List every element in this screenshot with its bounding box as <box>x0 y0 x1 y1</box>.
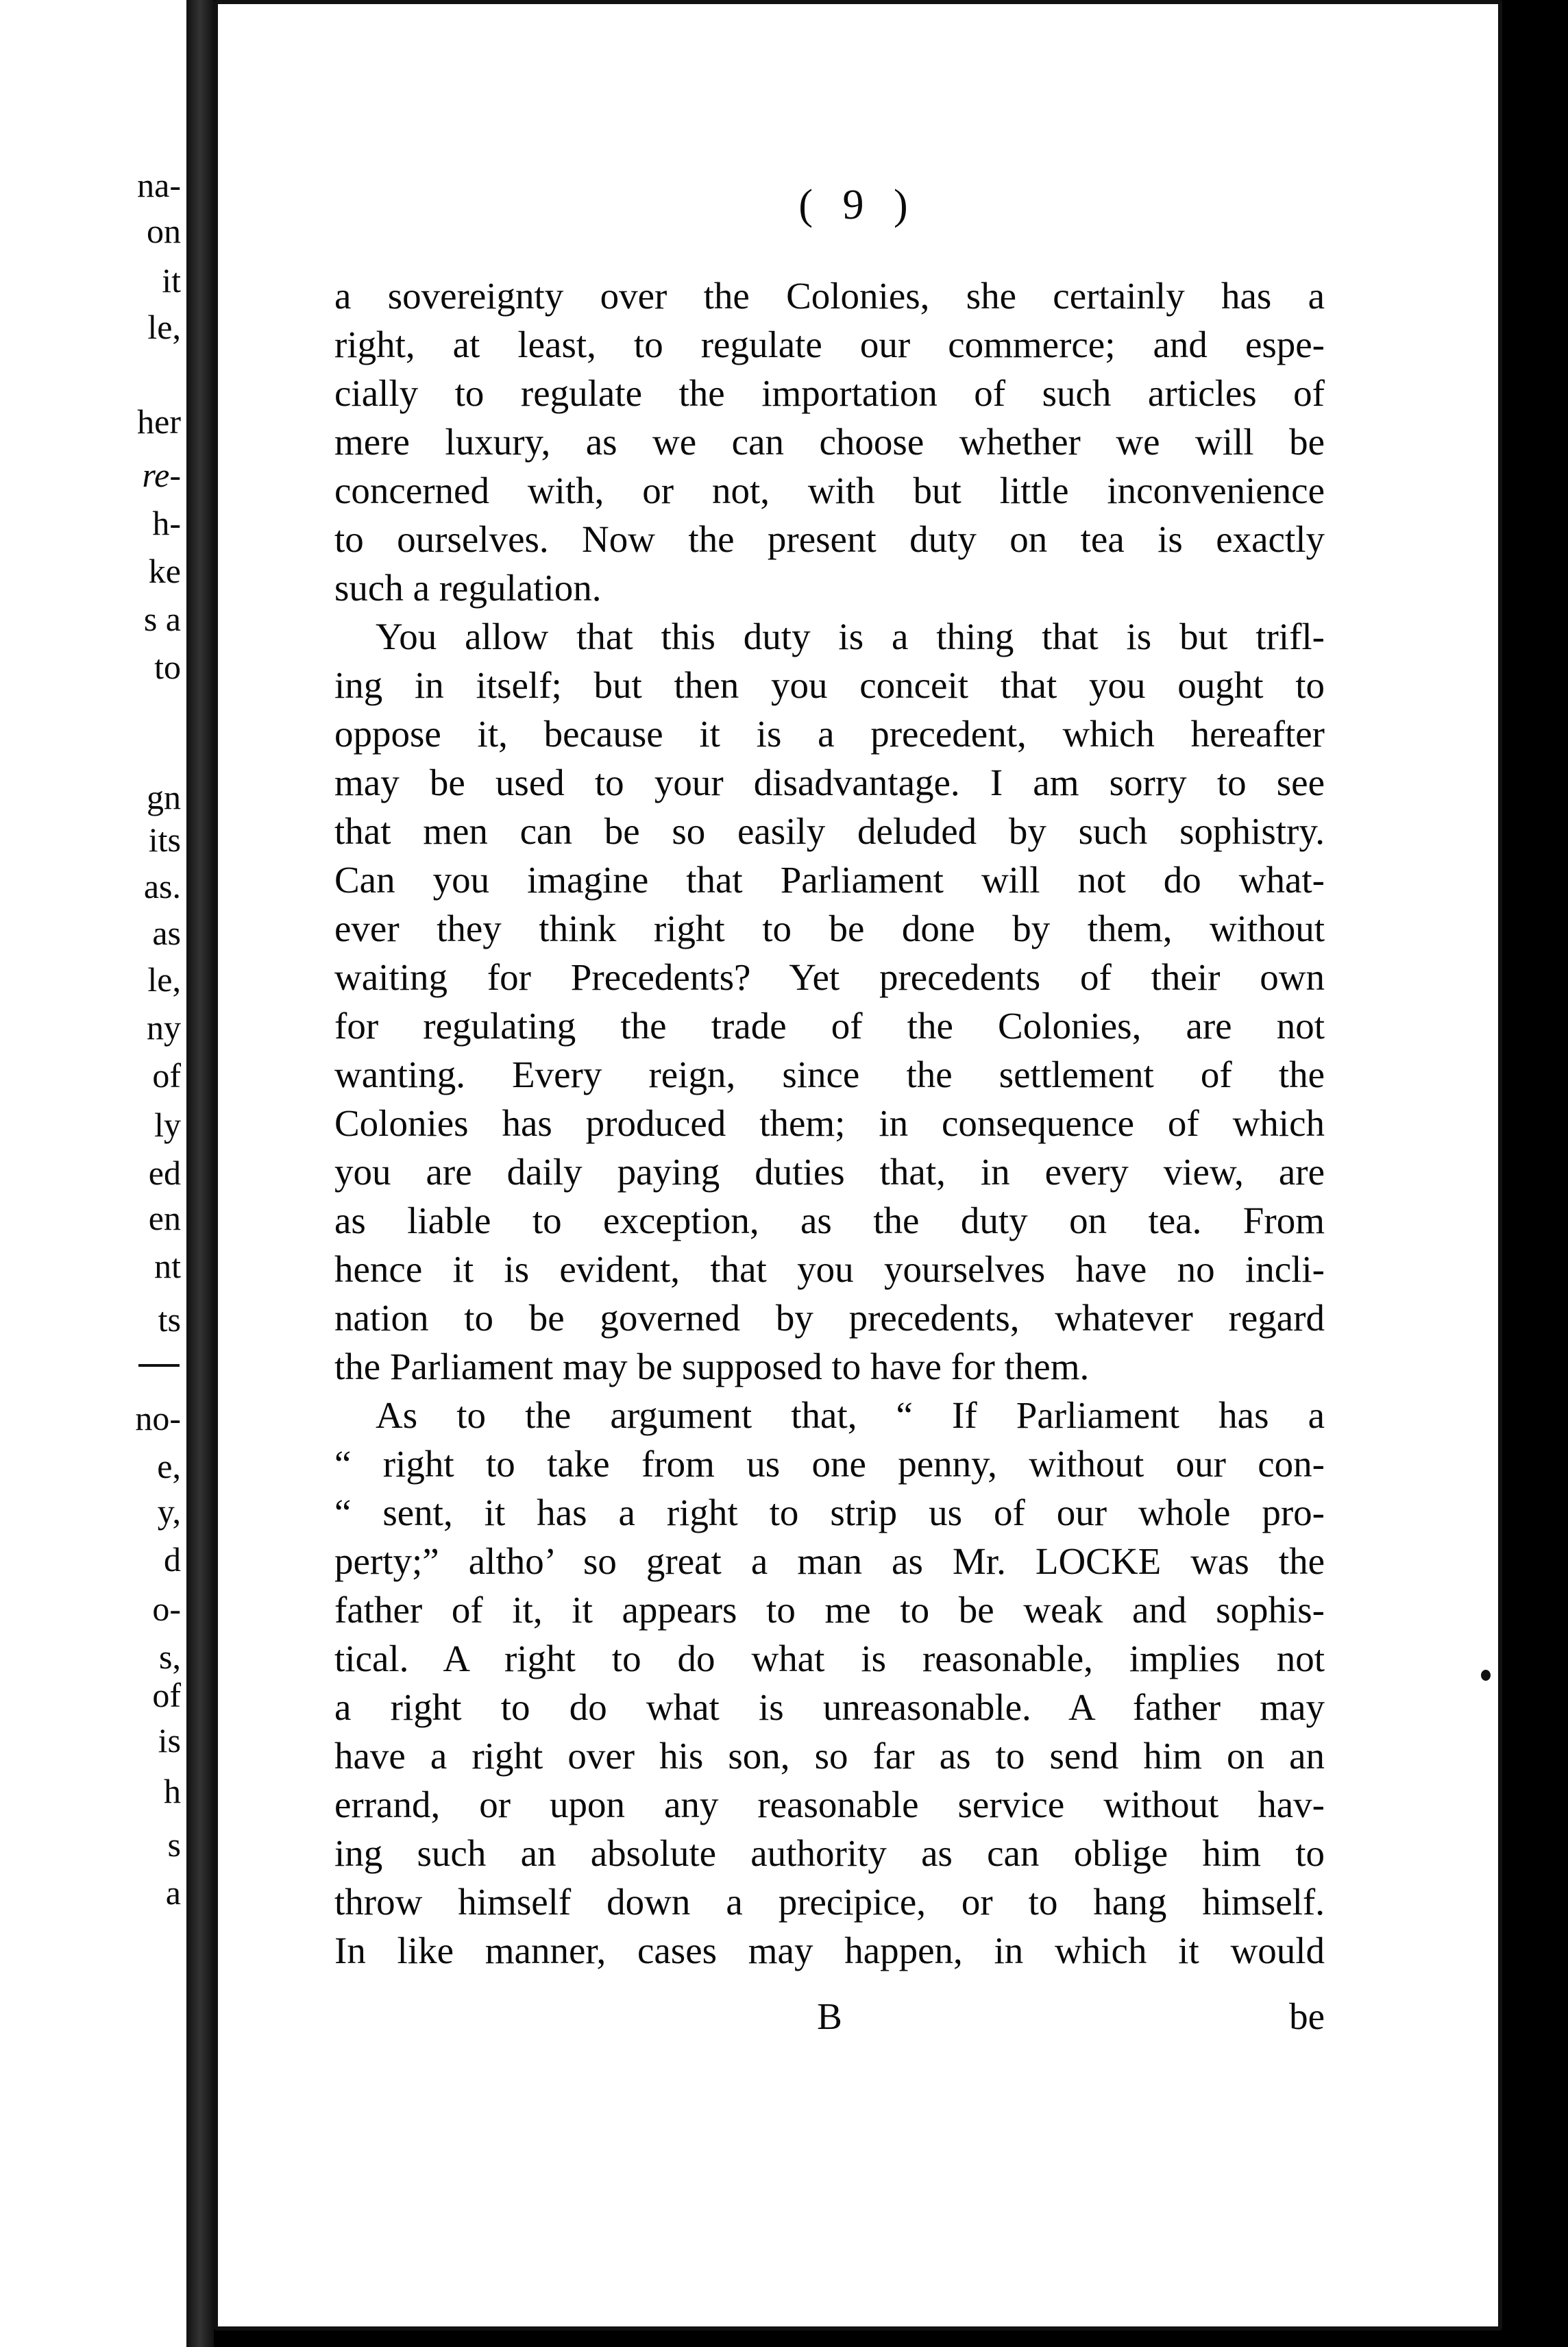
left-fragment: a <box>165 1873 181 1912</box>
left-fragment: d <box>164 1540 181 1579</box>
left-fragment: on <box>147 212 181 250</box>
left-fragment: ed <box>148 1154 181 1192</box>
text-line: Can you imagine that Parliament will not do what- <box>334 859 1325 901</box>
text-line: a right to do what is unreasonable. A father may <box>334 1686 1325 1728</box>
text-line: ing in itself; but then you conceit that you ought to <box>334 664 1325 706</box>
left-fragment: s, <box>159 1638 181 1676</box>
signature-mark: B <box>817 1995 842 2037</box>
left-fragment: is <box>158 1721 181 1760</box>
left-fragment: it <box>162 261 181 300</box>
left-fragment: as. <box>143 867 181 905</box>
left-fragment: ts <box>158 1300 181 1339</box>
text-line: such a regulation. <box>334 567 602 609</box>
text-line: tical. A right to do what is reasonable, implies not <box>334 1638 1325 1679</box>
text-line: hence it is evident, that you yourselves have no incli- <box>334 1248 1325 1290</box>
text-line: Colonies has produced them; in consequence of which <box>334 1102 1325 1144</box>
left-fragment: no- <box>135 1399 181 1437</box>
text-line: as liable to exception, as the duty on tea. From <box>334 1200 1325 1241</box>
left-rule <box>138 1364 180 1367</box>
text-line: perty;” altho’ so great a man as Mr. LOCKE was the <box>334 1540 1325 1582</box>
text-line: cially to regulate the importation of such articles of <box>334 372 1325 414</box>
left-fragment: le, <box>147 308 181 346</box>
text-line: In like manner, cases may happen, in which it would <box>334 1930 1325 1971</box>
text-line: throw himself down a precipice, or to hang himself. <box>334 1881 1325 1923</box>
text-line: father of it, it appears to me to be weak and sophis- <box>334 1589 1325 1631</box>
text-line: concerned with, or not, with but little inconvenience <box>334 470 1325 511</box>
left-fragment: nt <box>154 1247 181 1285</box>
left-fragment: of <box>152 1056 181 1095</box>
book-gutter <box>186 0 214 2347</box>
text-line: “ sent, it has a right to strip us of our whole pro- <box>334 1492 1325 1533</box>
left-fragment: h <box>164 1772 181 1810</box>
text-line: that men can be so easily deluded by such sophistry. <box>334 810 1325 852</box>
text-line: for regulating the trade of the Colonies, are not <box>334 1005 1325 1047</box>
left-fragment: s <box>167 1825 181 1864</box>
text-line: have a right over his son, so far as to send him on an <box>334 1735 1325 1777</box>
text-line: You allow that this duty is a thing that is but trifl- <box>376 616 1325 657</box>
text-line: As to the argument that, “ If Parliament has a <box>376 1394 1325 1436</box>
left-fragment: re- <box>142 456 181 494</box>
left-fragment: to <box>154 648 181 686</box>
catchword: be <box>1289 1995 1325 2037</box>
text-line: the Parliament may be supposed to have for them. <box>334 1346 1090 1387</box>
text-line: to ourselves. Now the present duty on tea is exactly <box>334 518 1325 560</box>
right-page <box>214 0 1502 2331</box>
text-line: nation to be governed by precedents, whatever regard <box>334 1297 1325 1339</box>
text-line: oppose it, because it is a precedent, which hereafter <box>334 713 1325 755</box>
left-fragment: e, <box>157 1447 181 1485</box>
page-footer <box>334 1992 1325 2041</box>
left-fragment: ny <box>147 1008 181 1047</box>
left-fragment: ly <box>154 1106 181 1144</box>
page-number: ( 9 ) <box>798 182 918 228</box>
left-fragment: en <box>148 1199 181 1237</box>
text-line: wanting. Every reign, since the settlement of the <box>334 1054 1325 1095</box>
left-fragment: o- <box>152 1590 181 1628</box>
left-fragment: y, <box>157 1492 181 1531</box>
left-fragment: le, <box>147 960 181 999</box>
text-line: mere luxury, as we can choose whether we will be <box>334 421 1325 463</box>
left-fragment: her <box>137 402 181 441</box>
scan-border <box>1502 0 1568 2347</box>
text-line: may be used to your disadvantage. I am sorry to see <box>334 762 1325 803</box>
text-line: ever they think right to be done by them, without <box>334 908 1325 949</box>
ink-speck <box>1481 1670 1491 1681</box>
left-fragment: ke <box>148 552 181 590</box>
text-line: you are daily paying duties that, in every view, are <box>334 1151 1325 1193</box>
left-page-edge <box>0 0 191 2347</box>
body-text <box>334 271 1325 1975</box>
text-line: waiting for Precedents? Yet precedents of their own <box>334 956 1325 998</box>
text-line: “ right to take from us one penny, without our con- <box>334 1443 1325 1485</box>
left-fragment: its <box>148 820 181 859</box>
left-fragment: as <box>152 914 181 952</box>
left-fragment: of <box>152 1676 181 1714</box>
text-line: right, at least, to regulate our commerce; and espe- <box>334 324 1325 365</box>
text-line: ing such an absolute authority as can oblige him to <box>334 1832 1325 1874</box>
text-line: errand, or upon any reasonable service without hav- <box>334 1784 1325 1825</box>
left-fragment: na- <box>137 166 181 204</box>
left-fragment: s a <box>143 600 181 638</box>
text-line: a sovereignty over the Colonies, she certainly has a <box>334 275 1325 317</box>
left-fragment: h- <box>152 504 181 542</box>
left-fragment: gn <box>147 778 181 816</box>
